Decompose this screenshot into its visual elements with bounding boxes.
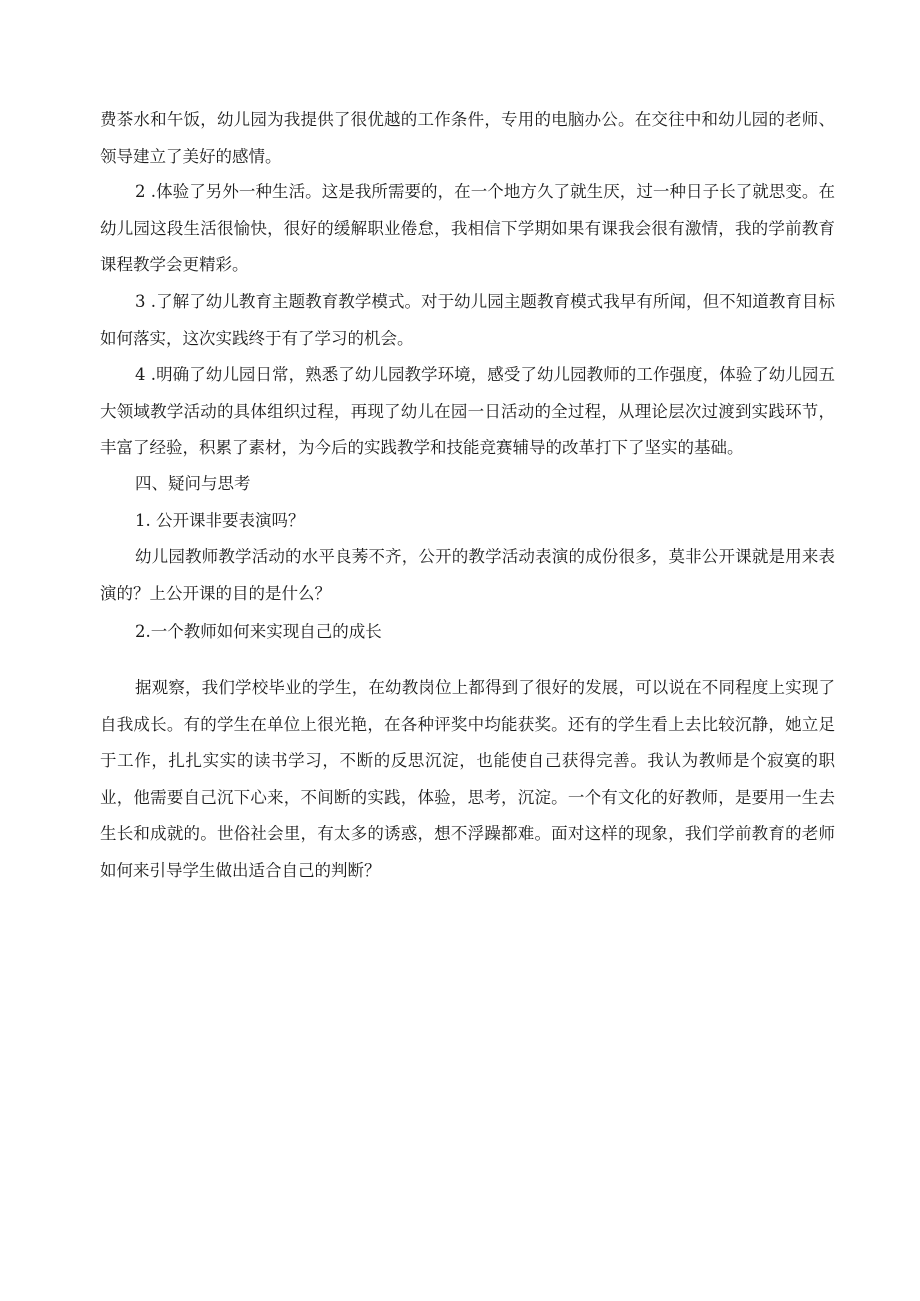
paragraph-working-conditions: 费茶水和午饭，幼儿园为我提供了很优越的工作条件，专用的电脑办公。在交往中和幼儿园的老师、领导建立了美好的感情。 xyxy=(100,110,835,166)
paragraph-question-2-body: 据观察，我们学校毕业的学生，在幼教岗位上都得到了很好的发展，可以说在不同程度上实现了自我成长。有的学生在单位上很光艳，在各种评奖中均能获奖。还有的学生看上去比较沉静，她立足于工作，扎扎实实的读书学习，不断的反思沉淀，也能使自己获得完善。我认为教师是个寂寞的职业，他需要自己沉下心来，不间断的实践，体验，思考，沉淀。一个有文化的好教师，是要用一生去生长和成就的。世俗社会里，有太多的诱惑，想不浮躁都难。面对这样的现象，我们学前教育的老师如何来引导学生做出适合自己的判断？ xyxy=(100,678,835,880)
question-2-heading: 2.一个教师如何来实现自己的成长 xyxy=(135,622,382,641)
paragraph-question-1-body: 幼儿园教师教学活动的水平良莠不齐，公开的教学活动表演的成份很多，莫非公开课就是用来表演的？上公开课的目的是什么？ xyxy=(100,547,835,603)
paragraph-point-4-daily-routine: 4 .明确了幼儿园日常，熟悉了幼儿园教学环境，感受了幼儿园教师的工作强度，体验了幼儿园五大领域教学活动的具体组织过程，再现了幼儿在园一日活动的全过程，从理论层次过渡到实践环节，丰富了经验，积累了素材，为今后的实践教学和技能竞赛辅导的改革打下了坚实的基础。 xyxy=(100,365,835,457)
section-heading-questions: 四、疑问与思考 xyxy=(135,474,251,493)
question-1-heading: 1. 公开课非要表演吗？ xyxy=(135,511,305,530)
paragraph-point-2-new-life: 2 .体验了另外一种生活。这是我所需要的，在一个地方久了就生厌，过一种日子长了就思变。在幼儿园这段生活很愉快，很好的缓解职业倦怠，我相信下学期如果有课我会很有激情，我的学前教育课程教学会更精彩。 xyxy=(100,182,835,274)
paragraph-point-3-theme-teaching: 3 .了解了幼儿教育主题教育教学模式。对于幼儿园主题教育模式我早有所闻，但不知道教育目标如何落实，这次实践终于有了学习的机会。 xyxy=(100,292,835,348)
